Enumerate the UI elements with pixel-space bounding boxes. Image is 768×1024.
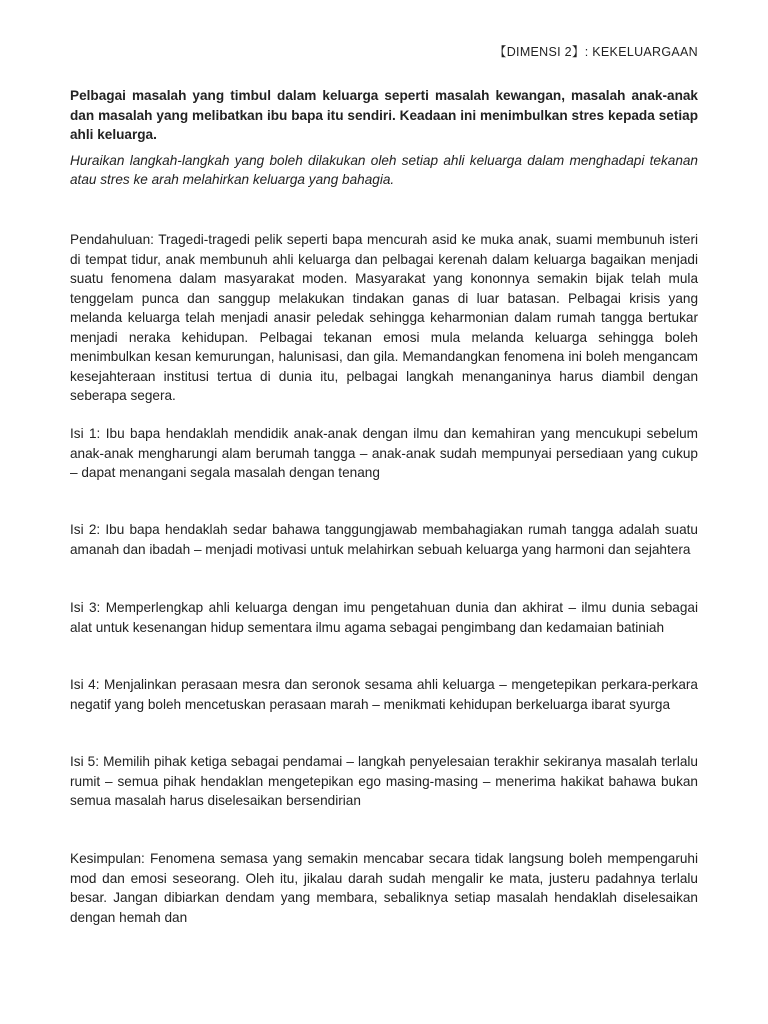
paragraph-pendahuluan: Pendahuluan: Tragedi-tragedi pelik seperti bapa mencurah asid ke muka anak, suami membunuh isteri di tempat tidur, anak membunuh ahli keluarga dan pelbagai kerenah dalam keluarga bagaikan menjadi suatu fenomena dalam masyarakat moden. Masyarakat yang kononnya semakin bijak telah mula tenggelam punca dan sanggup melakukan tindakan ganas di luar batasan. Pelbagai krisis yang melanda keluarga telah menjadi anasir peledak sehingga keharmonian dalam rumah tangga bertukar menjadi neraka kehidupan. Pelbagai tekanan emosi mula melanda keluarga sehingga boleh menimbulkan kesan kemurungan, halunisasi, dan gila. Memandangkan fenomena ini boleh mengancam kesejahteraan institusi tertua di dunia itu, pelbagai langkah menanganinya harus diambil dengan seberapa segera. xyxy=(70,232,698,403)
paragraph-isi-1: Isi 1: Ibu bapa hendaklah mendidik anak-anak dengan ilmu dan kemahiran yang mencukupi sebelum anak-anak mengharungi alam berumah tangga – anak-anak sudah mempunyai persediaan yang cukup – dapat menangani segala masalah dengan tenang xyxy=(70,426,698,480)
document-body xyxy=(70,86,698,925)
paragraph-isi-4: Isi 4: Menjalinkan perasaan mesra dan seronok sesama ahli keluarga – mengetepikan perkara-perkara negatif yang boleh mencetuskan perasaan marah – menikmati kehidupan berkeluarga ibarat syurga xyxy=(70,677,698,712)
paragraph-kesimpulan: Kesimpulan: Fenomena semasa yang semakin mencabar secara tidak langsung boleh mempengaruhi mod dan emosi seseorang. Oleh itu, jikalau darah sudah mengalir ke mata, justeru padahnya terlalu besar. Jangan dibiarkan dendam yang membara, sebaliknya setiap masalah hendaklah diselesaikan dengan hemah dan xyxy=(70,851,698,925)
question-instruction: Huraikan langkah-langkah yang boleh dilakukan oleh setiap ahli keluarga dalam menghadapi tekanan atau stres ke arah melahirkan keluarga yang bahagia. xyxy=(70,152,698,187)
paragraph-isi-3: Isi 3: Memperlengkap ahli keluarga dengan imu pengetahuan dunia dan akhirat – ilmu dunia sebagai alat untuk kesenangan hidup sementara ilmu agama sebagai pengimbang dan kedamaian batiniah xyxy=(70,600,698,635)
paragraph-isi-5: Isi 5: Memilih pihak ketiga sebagai pendamai – langkah penyelesaian terakhir sekiranya masalah terlalu rumit – semua pihak hendaklan mengetepikan ego masing-masing – menerima hakikat bahawa bukan semua masalah harus diselesaikan bersendirian xyxy=(70,754,698,808)
paragraph-isi-2: Isi 2: Ibu bapa hendaklah sedar bahawa tanggungjawab membahagiakan rumah tangga adalah suatu amanah dan ibadah – menjadi motivasi untuk melahirkan sebuah keluarga yang harmoni dan sejahtera xyxy=(70,522,698,557)
section-header: 【DIMENSI 2】: KEKELUARGAAN xyxy=(493,45,698,59)
question-text: Pelbagai masalah yang timbul dalam keluarga seperti masalah kewangan, masalah anak-anak dan masalah yang melibatkan ibu bapa itu sendiri. Keadaan ini menimbulkan stres kepada setiap ahli keluarga. xyxy=(70,88,698,142)
